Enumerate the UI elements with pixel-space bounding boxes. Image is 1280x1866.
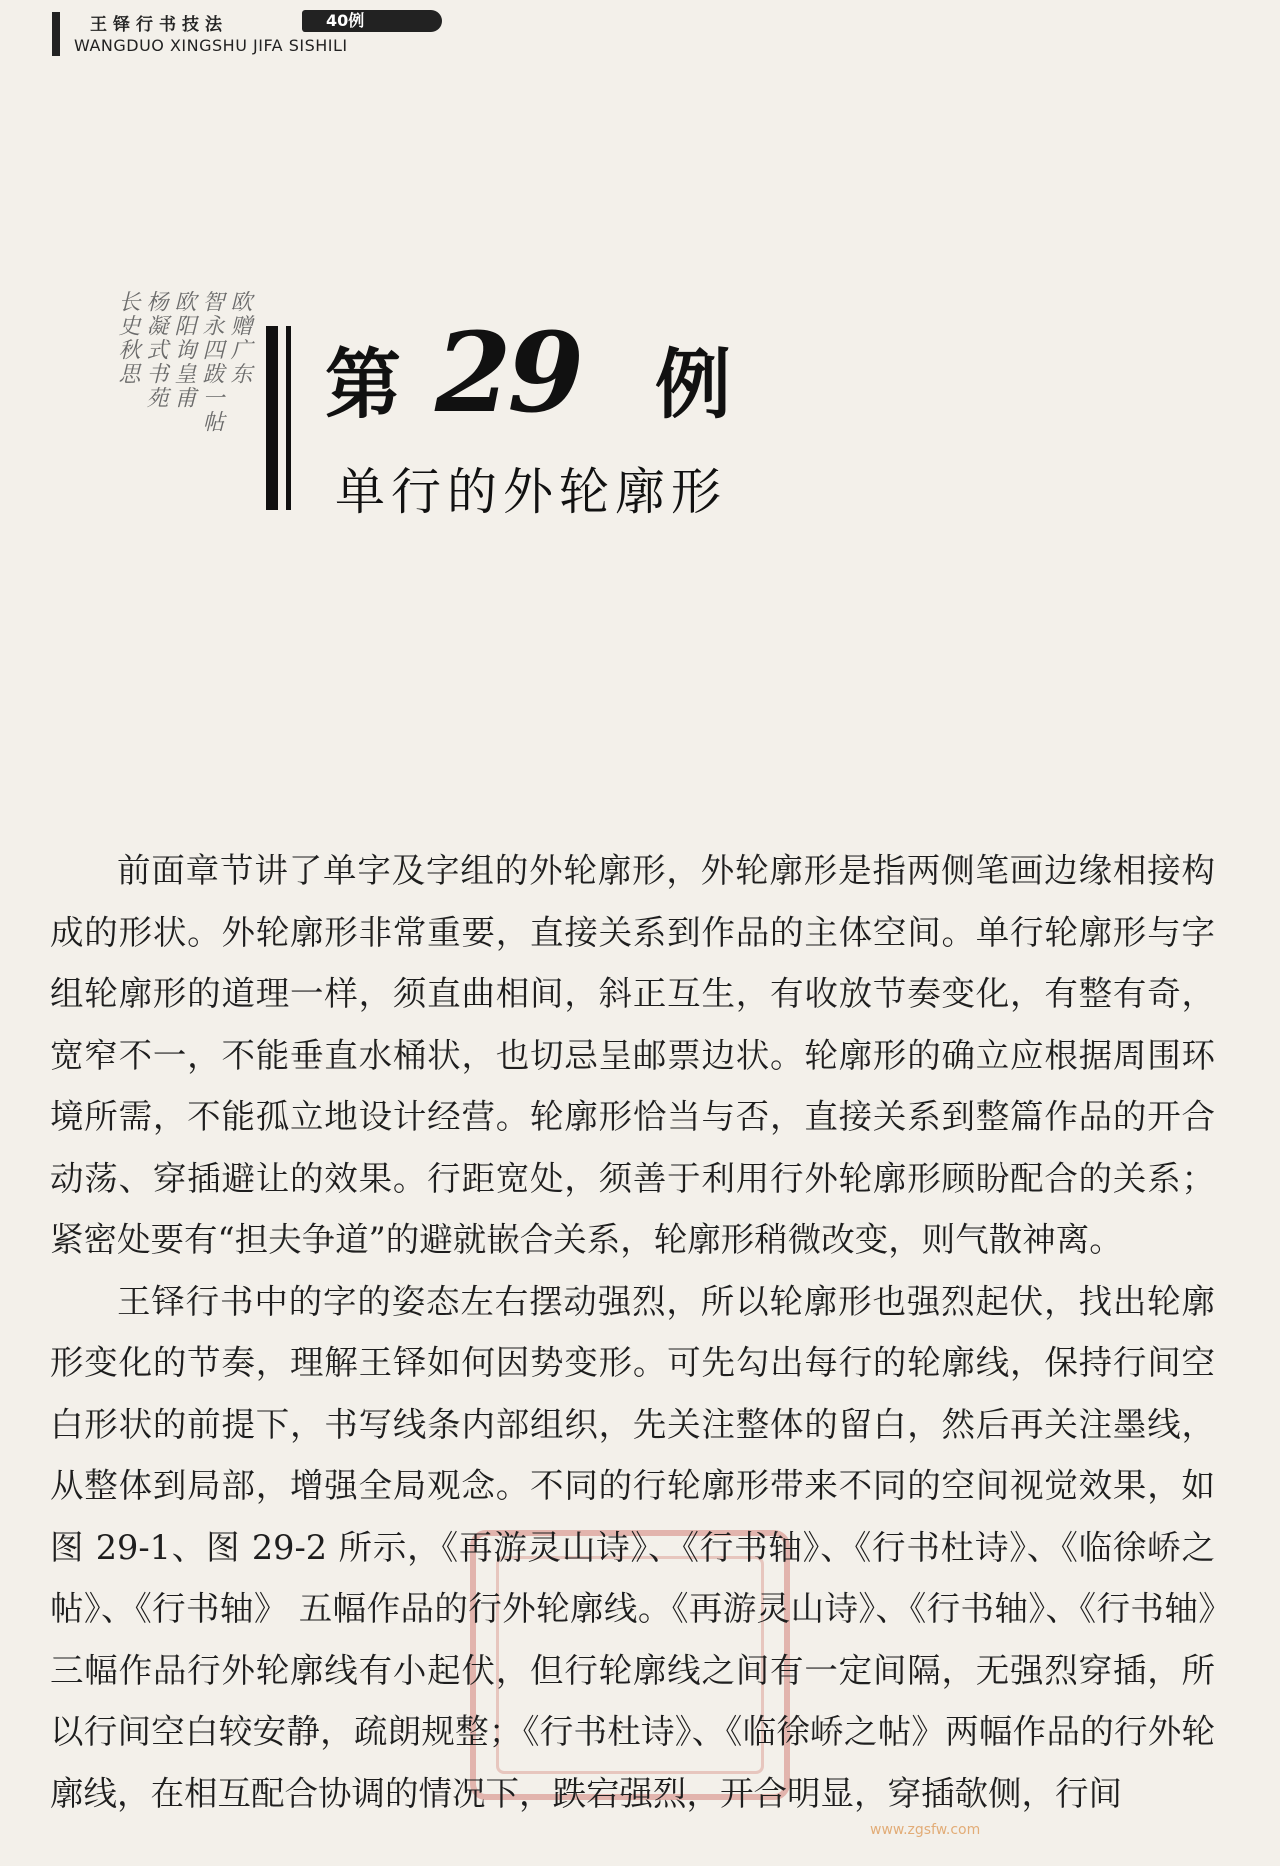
- calligraphy-column: 智永四跋一帖: [199, 290, 224, 434]
- calligraphy-column: 长史秋思: [115, 290, 140, 386]
- calligraphy-ornament: [60, 290, 250, 530]
- calligraphy-column: 杨凝式书苑: [143, 290, 168, 410]
- title-bar-thick: [266, 326, 278, 510]
- watermark: www.zgsfw.com: [870, 1822, 981, 1838]
- title-bar-thin: [286, 326, 291, 510]
- paragraph: 前面章节讲了单字及字组的外轮廓形，外轮廓形是指两侧笔画边缘相接构成的形状。外轮廓形非常重要，直接关系到作品的主体空间。单行轮廓形与字组轮廓形的道理一样，须直曲相间，斜正互生，有收放节奏变化，有整有奇，宽窄不一，不能垂直水桶状，也切忌呈邮票边状。轮廓形的确立应根据周围环境所需，不能孤立地设计经营。轮廓形恰当与否，直接关系到整篇作品的开合动荡、穿插避让的效果。行距宽处，须善于利用行外轮廓形顾盼配合的关系；紧密处要有“担夫争道”的避就嵌合关系，轮廓形稍微改变，则气散神离。: [50, 851, 1215, 1259]
- chapter-subtitle: 单行的外轮廓形: [335, 463, 727, 521]
- calligraphy-column: 欧阳询皇甫: [171, 290, 196, 410]
- chapter-suffix: 例: [655, 340, 731, 429]
- header-badge: 40例: [302, 10, 442, 32]
- body-text: [50, 840, 1215, 1824]
- header-title-cn: 王铎行书技法: [90, 15, 228, 35]
- calligraphy-column: 欧赠广东: [227, 290, 252, 386]
- chapter-number: 29: [435, 308, 581, 437]
- header-bar: [52, 12, 60, 56]
- chapter-prefix: 第: [325, 340, 401, 429]
- paragraph: 王铎行书中的字的姿态左右摆动强烈，所以轮廓形也强烈起伏，找出轮廓形变化的节奏，理解王铎如何因势变形。可先勾出每行的轮廓线，保持行间空白形状的前提下，书写线条内部组织，先关注整体的留白，然后再关注墨线，从整体到局部，增强全局观念。不同的行轮廓形带来不同的空间视觉效果，如图 29-1、图 29-2 所示，《再游灵山诗》、《行书轴》、《行书杜诗》、《临徐峤之帖》、《行书轴》 五幅作品的行外轮廓线。《再游灵山诗》、《行书轴》、《行书轴》三幅作品行外轮廓线有小起伏，但行轮廓线之间有一定间隔，无强烈穿插，所以行间空白较安静，疏朗规整；《行书杜诗》、《临徐峤之帖》两幅作品的行外轮廓线，在相互配合协调的情况下，跌宕强烈，开合明显，穿插欹侧，行间: [50, 1281, 1215, 1813]
- header-title-en: WANGDUO XINGSHU JIFA SISHILI: [74, 36, 348, 55]
